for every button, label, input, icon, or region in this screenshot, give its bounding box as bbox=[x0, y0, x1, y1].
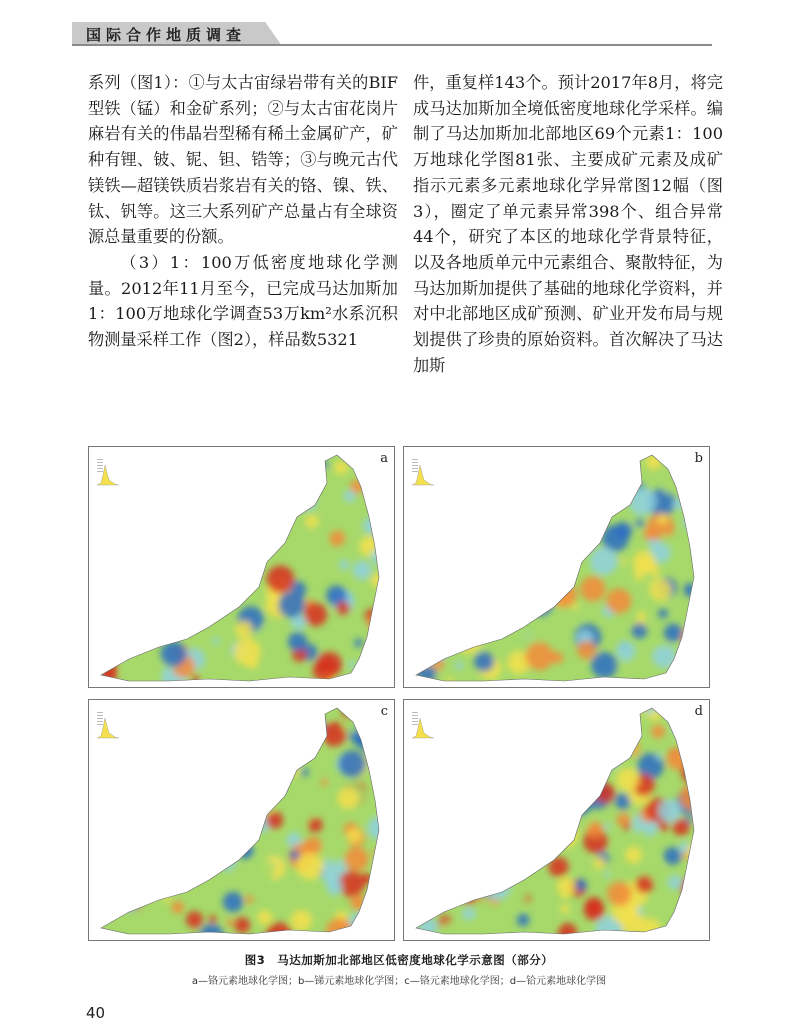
panel-label-a: a bbox=[380, 451, 388, 466]
panel-label-d: d bbox=[694, 704, 703, 719]
panel-label-c: c bbox=[380, 704, 388, 719]
figure-3 bbox=[88, 446, 710, 943]
left-paragraph-2: （3）1：100万低密度地球化学测量。2012年11月至今，已完成马达加斯加1：100万地球化学调查53万km²水系沉积物测量采样工作（图2），样品数5321 bbox=[88, 252, 398, 350]
geochemical-map bbox=[404, 447, 709, 687]
map-panel-c bbox=[88, 699, 395, 941]
left-paragraph-1: 系列（图1）：①与太古宙绿岩带有关的BIF型铁（锰）和金矿系列；②与太古宙花岗片麻岩有关的伟晶岩型稀有稀土金属矿产，矿种有锂、铍、铌、钽、锆等；③与晚元古代镁铁—超镁铁质岩浆岩有关的铬、镍、铁、钛、钒等。这三大系列矿产总量占有全球资源总量重要的份额。 bbox=[88, 73, 398, 247]
map-panel-d bbox=[403, 699, 710, 941]
right-paragraph-1: 件，重复样143个。预计2017年8月，将完成马达加斯加全境低密度地球化学采样。编制了马达加斯加北部地区69个元素1：100万地球化学图81张、主要成矿元素及成矿指示元素多元素地球化学异常图12幅（图3），圈定了单元素异常398个、组合异常44个，研究了本区的地球化学背景特征，以及各地质单元中元素组合、聚散特征，为马达加斯加提供了基础的地球化学资料，并对中北部地区成矿预测、矿业开发布局与规划提供了珍贵的原始资料。首次解决了马达加斯 bbox=[413, 73, 723, 375]
map-panel-a bbox=[88, 446, 395, 688]
header-title: 国际合作地质调查 bbox=[86, 26, 247, 44]
geochemical-map bbox=[404, 700, 709, 940]
panel-label-b: b bbox=[694, 451, 703, 466]
right-column bbox=[413, 70, 723, 378]
geochemical-map bbox=[89, 447, 394, 687]
histogram-legend-icon bbox=[412, 459, 434, 485]
figure-caption-title: 图3 马达加斯加北部地区低密度地球化学示意图（部分） bbox=[244, 953, 554, 967]
geochemical-map bbox=[89, 700, 394, 940]
map-panel-b bbox=[403, 446, 710, 688]
left-column bbox=[88, 70, 398, 353]
figure-caption-subtitle: a—铬元素地球化学图；b—锑元素地球化学图；c—铬元素地球化学图；d—铪元素地球化学图 bbox=[191, 976, 607, 987]
page-number: 40 bbox=[86, 1004, 106, 1022]
histogram-legend-icon bbox=[97, 712, 119, 738]
histogram-legend-icon bbox=[412, 712, 434, 738]
running-header bbox=[72, 22, 712, 46]
histogram-legend-icon bbox=[97, 459, 119, 485]
